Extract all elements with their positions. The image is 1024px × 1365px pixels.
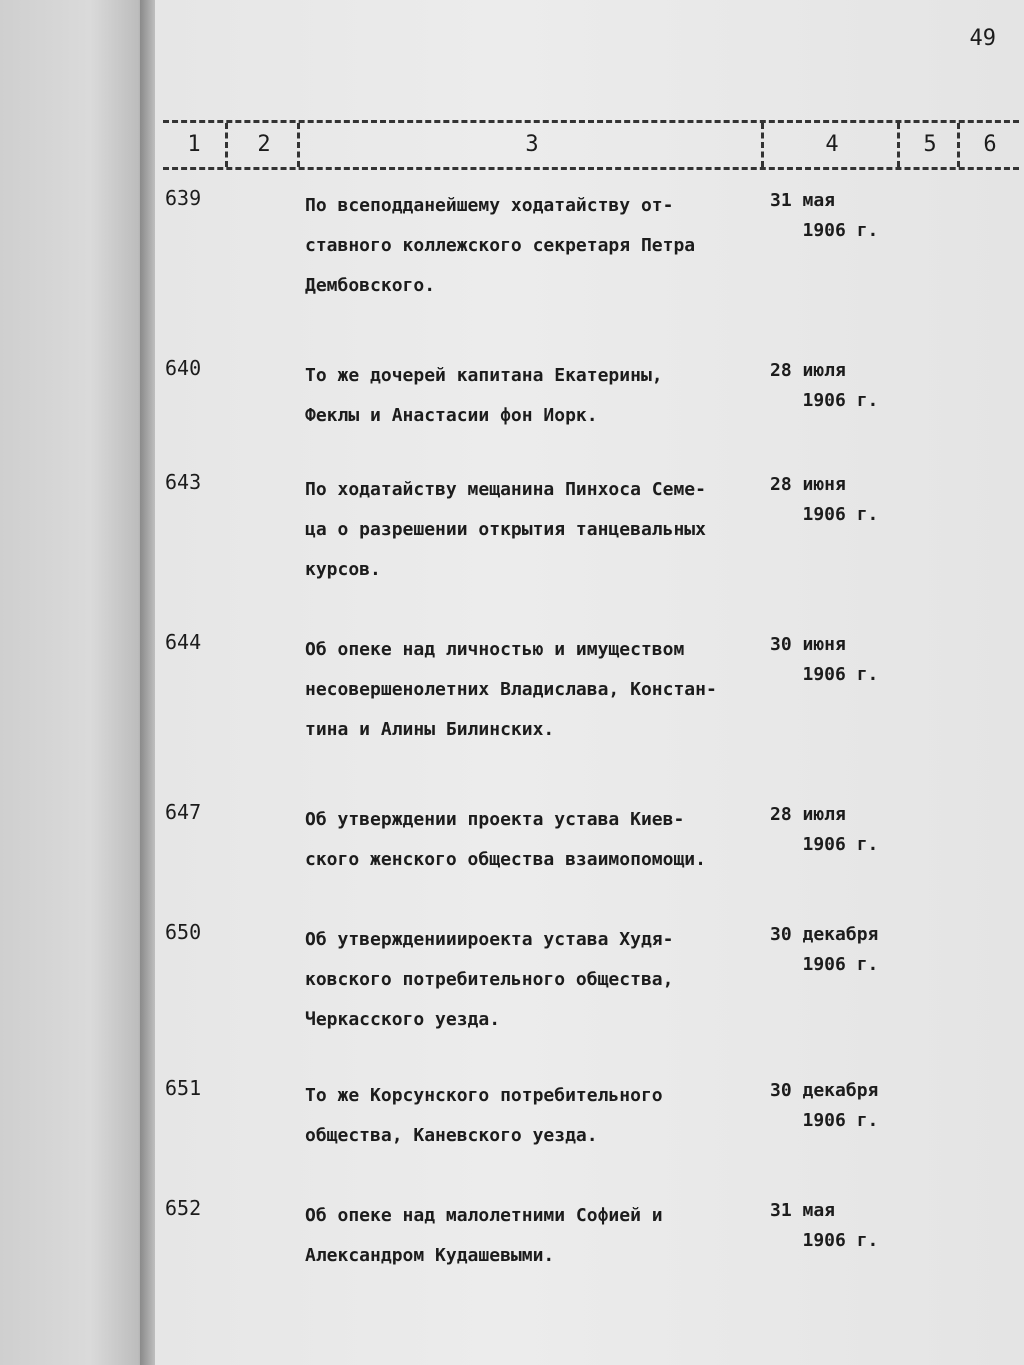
entry-number: 639 (165, 186, 202, 210)
entry-date: 31 мая 1906 г. (770, 190, 879, 241)
entry-description: По ходатайству мещанина Пинхоса Семе- ца о разрешении открытия танцевальных курсов. (305, 479, 706, 580)
entry-date: 30 июня 1906 г. (770, 634, 879, 685)
column-header-4: 4 (761, 123, 900, 167)
entry-date: 30 декабря 1906 г. (770, 1080, 879, 1131)
column-header-1: 1 (187, 132, 201, 157)
column-header-3: 3 (297, 123, 764, 167)
entry-description: Об опеке над малолетними Софией и Александром Кудашевыми. (305, 1205, 663, 1266)
entry-description: Об утвержденииироекта устава Худя- ковского потребительного общества, Черкасского уезда. (305, 929, 674, 1030)
previous-page-edge (0, 0, 150, 1365)
column-header-6: 6 (957, 123, 1020, 167)
entry-number: 643 (165, 470, 202, 494)
entry-number: 644 (165, 630, 202, 654)
table-header (163, 120, 1019, 170)
entry-description: Об опеке над личностью и имуществом несовершенолетних Владислава, Констан- тина и Алины Билинских. (305, 639, 717, 740)
entry-number: 640 (165, 356, 202, 380)
page-number: 49 (969, 26, 996, 51)
entry-date: 31 мая 1906 г. (770, 1200, 879, 1251)
document-page (155, 0, 1024, 1365)
column-header-2: 2 (225, 123, 300, 167)
entry-number: 651 (165, 1076, 202, 1100)
entry-number: 647 (165, 800, 202, 824)
entry-description: То же Корсунского потребительного общества, Каневского уезда. (305, 1085, 663, 1146)
entry-number: 650 (165, 920, 202, 944)
entry-date: 28 июня 1906 г. (770, 474, 879, 525)
entry-number: 652 (165, 1196, 202, 1220)
entry-description: По всеподданейшему ходатайству от- ставного коллежского секретаря Петра Дембовского. (305, 195, 696, 296)
entry-date: 28 июля 1906 г. (770, 804, 879, 855)
column-header-5: 5 (897, 123, 960, 167)
entry-date: 28 июля 1906 г. (770, 360, 879, 411)
entry-description: То же дочерей капитана Екатерины, Феклы и Анастасии фон Иорк. (305, 365, 663, 426)
entry-date: 30 декабря 1906 г. (770, 924, 879, 975)
entry-description: Об утверждении проекта устава Киев- ского женского общества взаимопомощи. (305, 809, 706, 870)
